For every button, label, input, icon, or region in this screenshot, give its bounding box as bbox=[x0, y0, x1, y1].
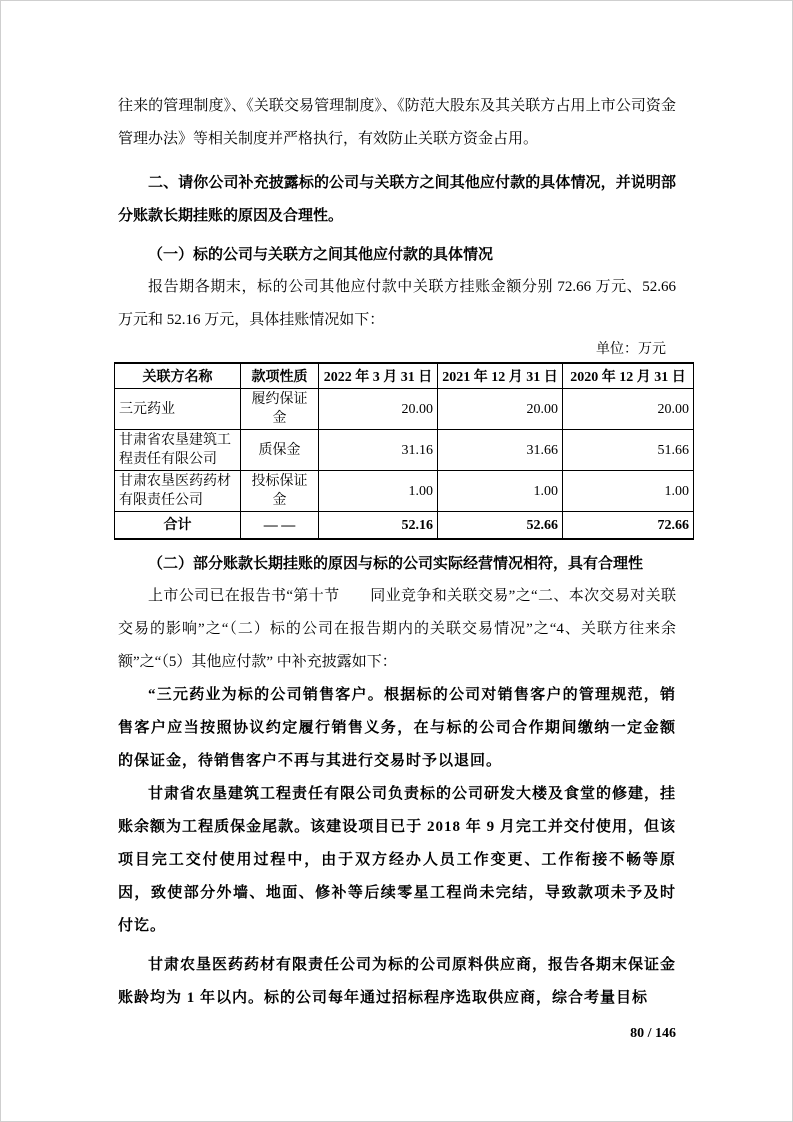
total-label-cell: 合计 bbox=[115, 512, 241, 540]
amount-cell: 1.00 bbox=[563, 471, 694, 512]
table-total-row bbox=[115, 512, 694, 540]
col-header-party-name: 关联方名称 bbox=[115, 363, 241, 389]
quote-paragraph-construction: 甘肃省农垦建筑工程责任有限公司负责标的公司研发大楼及食堂的修建，挂账余额为工程质保金尾款。该建设项目已于 2018 年 9 月完工并交付使用，但该项目完工交付使用过程中，由于双方经办人员工作变更、工作衔接不畅等原因，致使部分外墙、地面、修补等后续零星工程尚未完结，导致款项未予及时付讫。 bbox=[118, 786, 677, 934]
related-party-payables-table bbox=[114, 362, 694, 540]
subsection-1-heading: （一）标的公司与关联方之间其他应付款的具体情况 bbox=[148, 246, 494, 263]
subsection-2-heading: （二）部分账款长期挂账的原因与标的公司实际经营情况相符，具有合理性 bbox=[148, 555, 644, 572]
amount-cell: 51.66 bbox=[563, 430, 694, 471]
payment-nature-cell: 质保金 bbox=[241, 430, 319, 471]
table-unit-label: 单位：万元 bbox=[596, 342, 666, 357]
table-row bbox=[115, 389, 694, 430]
party-name-cell: 三元药业 bbox=[115, 389, 241, 430]
party-name-cell: 甘肃省农垦建筑工程责任有限公司 bbox=[115, 430, 241, 471]
amount-cell: 31.66 bbox=[438, 430, 563, 471]
amount-cell: 20.00 bbox=[319, 389, 438, 430]
paragraph-continuation: 往来的管理制度》、《关联交易管理制度》、《防范大股东及其关联方占用上市公司资金管理办法》等相关制度并严格执行，有效防止关联方资金占用。 bbox=[118, 98, 676, 147]
total-amount-cell: 72.66 bbox=[563, 512, 694, 540]
col-header-2022-03-31: 2022 年 3 月 31 日 bbox=[319, 363, 438, 389]
paragraph-disclosure: 上市公司已在报告书“第十节 同业竞争和关联交易”之“二、本次交易对关联交易的影响”之“（二）标的公司在报告期内的关联交易情况”之“4、关联方往来余额”之“（5）其他应付款” 中补充披露如下： bbox=[118, 588, 676, 670]
amount-cell: 31.16 bbox=[319, 430, 438, 471]
col-header-2020-12-31: 2020 年 12 月 31 日 bbox=[563, 363, 694, 389]
table-row bbox=[115, 471, 694, 512]
total-nature-cell: — — bbox=[241, 512, 319, 540]
col-header-2021-12-31: 2021 年 12 月 31 日 bbox=[438, 363, 563, 389]
payment-nature-cell: 履约保证金 bbox=[241, 389, 319, 430]
amount-cell: 20.00 bbox=[438, 389, 563, 430]
payment-nature-cell: 投标保证金 bbox=[241, 471, 319, 512]
col-header-payment-nature: 款项性质 bbox=[241, 363, 319, 389]
total-amount-cell: 52.66 bbox=[438, 512, 563, 540]
total-amount-cell: 52.16 bbox=[319, 512, 438, 540]
table-header-row bbox=[115, 363, 694, 389]
amount-cell: 20.00 bbox=[563, 389, 694, 430]
quote-paragraph-supplier: 甘肃农垦医药药材有限责任公司为标的公司原料供应商，报告各期末保证金账龄均为 1 年以内。标的公司每年通过招标程序选取供应商，综合考量目标 bbox=[118, 957, 677, 1006]
amount-cell: 1.00 bbox=[319, 471, 438, 512]
amount-cell: 1.00 bbox=[438, 471, 563, 512]
section-2-heading: 二、请你公司补充披露标的公司与关联方之间其他应付款的具体情况，并说明部分账款长期挂账的原因及合理性。 bbox=[118, 174, 676, 224]
quote-paragraph-sanyuan: “三元药业为标的公司销售客户。根据标的公司对销售客户的管理规范，销售客户应当按照协议约定履行销售义务，在与标的公司合作期间缴纳一定金额的保证金，待销售客户不再与其进行交易时予以退回。 bbox=[118, 687, 676, 769]
page-number: 80 / 146 bbox=[630, 1026, 676, 1041]
table-row bbox=[115, 430, 694, 471]
paragraph-balances: 报告期各期末，标的公司其他应付款中关联方挂账金额分别 72.66 万元、52.66 万元和 52.16 万元，具体挂账情况如下： bbox=[118, 279, 676, 328]
party-name-cell: 甘肃农垦医药药材有限责任公司 bbox=[115, 471, 241, 512]
